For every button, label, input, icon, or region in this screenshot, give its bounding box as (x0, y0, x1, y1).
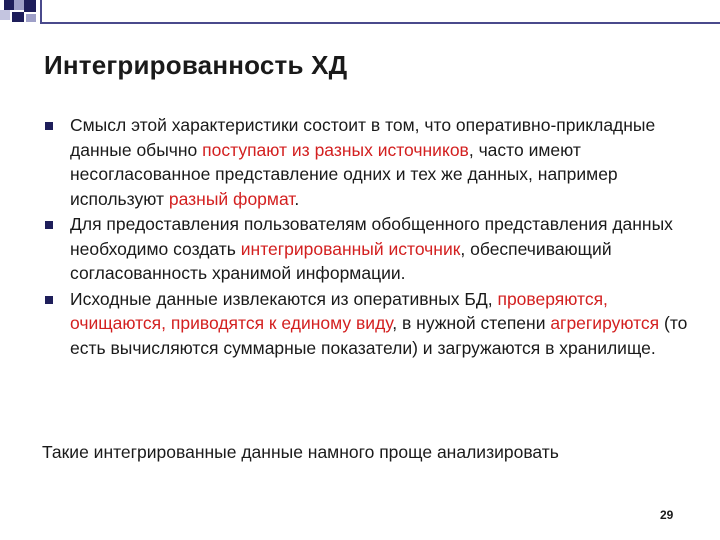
deco-square (4, 0, 14, 10)
bullet-item (40, 113, 700, 211)
slide-title: Интегрированность ХД (44, 50, 348, 80)
slide-footer-text: Такие интегрированные данные намного проще анализировать (42, 442, 559, 462)
deco-square (0, 10, 10, 20)
bullet-text: Для предоставления пользователям обобщенного представления данных необходимо создать (70, 214, 673, 259)
bullet-square-icon (45, 296, 53, 304)
bullet-text: (то есть вычисляются суммарные показатели) и загружаются в хранилище. (70, 313, 688, 358)
page-number: 29 (660, 508, 674, 522)
highlighted-text: агрегируются (550, 313, 660, 333)
highlighted-text: поступают из разных источников (202, 139, 469, 160)
bullet-text: Смысл этой характеристики состоит в том, что оперативно-прикладные данные обычно (70, 115, 656, 160)
highlighted-text: разный формат (168, 188, 295, 209)
bullet-item (40, 287, 700, 361)
bullet-text: , в нужной степени (392, 313, 551, 333)
highlighted-text: интегрированный источник (240, 238, 461, 259)
deco-square (14, 0, 24, 10)
title-horizontal-rule (42, 22, 720, 24)
header-decoration (0, 0, 720, 40)
deco-square (24, 0, 36, 12)
title-vertical-rule (40, 0, 42, 24)
bullet-square-icon (45, 221, 53, 229)
highlighted-text: проверяются, очищаются, приводятся к единому виду (70, 288, 608, 333)
bullet-list (40, 113, 700, 361)
bullet-text: , обеспечивающий согласованность хранимой информации. (70, 238, 612, 283)
bullet-text: Исходные данные извлекаются из оперативных БД, (70, 288, 498, 309)
deco-square (12, 12, 24, 22)
bullet-item (40, 212, 700, 286)
bullet-text: . (294, 188, 300, 209)
bullet-text: , часто имеют несогласованное представление одних и тех же данных, например используют (70, 139, 618, 209)
bullet-square-icon (45, 122, 53, 130)
deco-square (26, 14, 36, 22)
